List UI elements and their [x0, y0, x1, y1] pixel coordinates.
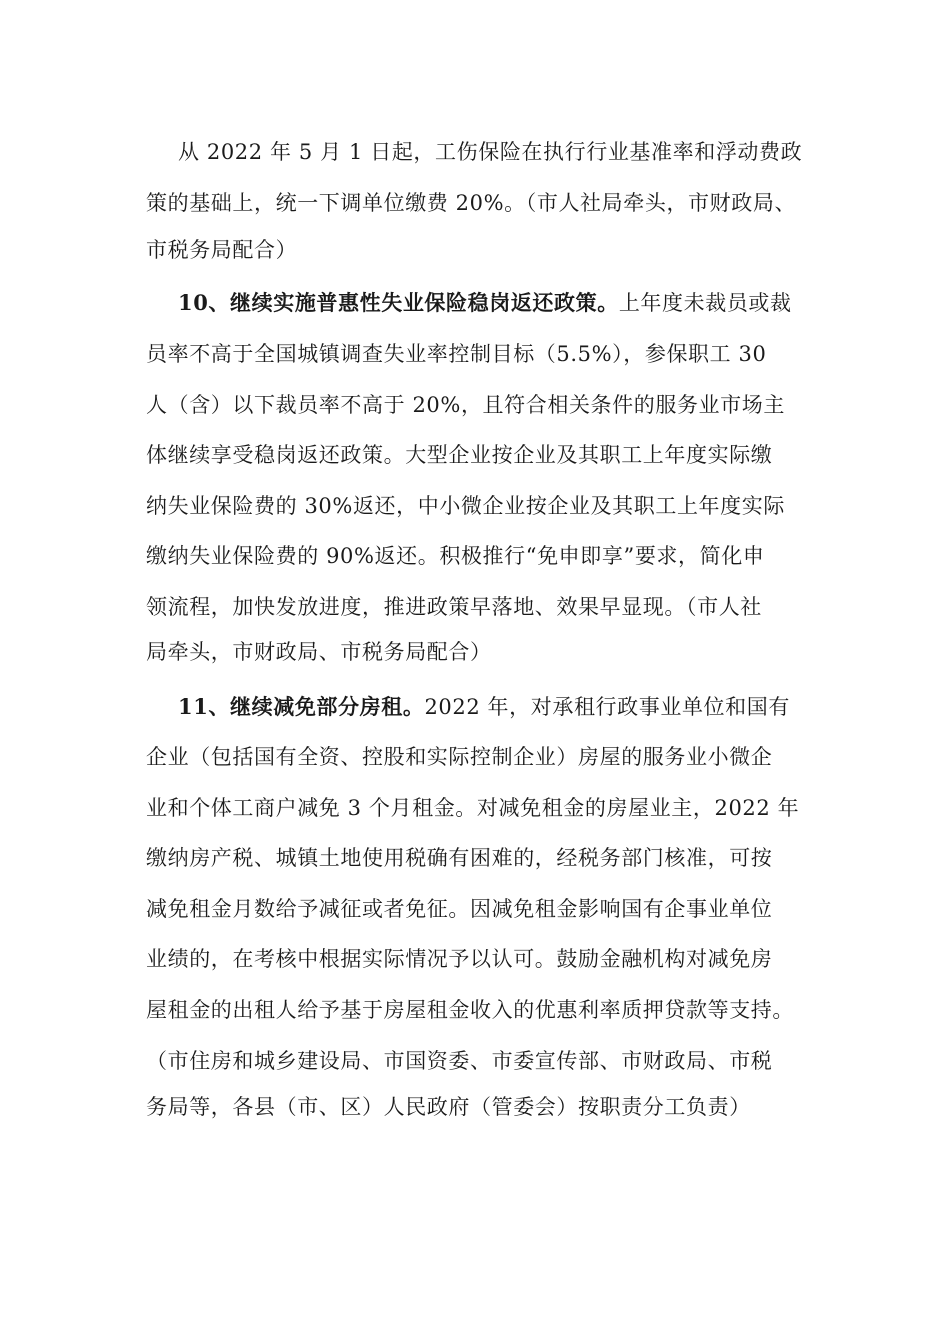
- paragraph-2-line-1: [178, 288, 792, 318]
- paragraph-3-heading: 11、继续减免部分房租。: [178, 694, 425, 719]
- paragraph-3-line-7: 屋租金的出租人给予基于房屋租金收入的优惠利率质押贷款等支持。: [146, 998, 794, 1022]
- paragraph-2-line-3: 人（含）以下裁员率不高于 20%，且符合相关条件的服务业市场主: [146, 393, 785, 417]
- paragraph-2-line-2: 员率不高于全国城镇调查失业率控制目标（5.5%），参保职工 30: [146, 342, 767, 366]
- paragraph-2-line-5: 纳失业保险费的 30%返还，中小微企业按企业及其职工上年度实际: [146, 494, 785, 518]
- paragraph-1-line-2: 策的基础上，统一下调单位缴费 20%。（市人社局牵头，市财政局、: [146, 191, 797, 215]
- paragraph-1-line-3: 市税务局配合）: [146, 238, 298, 262]
- paragraph-3-line-6: 业绩的，在考核中根据实际情况予以认可。鼓励金融机构对减免房: [146, 947, 773, 971]
- paragraph-2-line-7: 领流程，加快发放进度，推进政策早落地、效果早显现。（市人社: [146, 595, 762, 619]
- paragraph-2-heading: 10、继续实施普惠性失业保险稳岗返还政策。: [178, 290, 619, 315]
- paragraph-1-line-1: 从 2022 年 5 月 1 日起，工伤保险在执行行业基准率和浮动费政: [178, 140, 803, 164]
- paragraph-3-line-3: 业和个体工商户减免 3 个月租金。对减免租金的房屋业主，2022 年: [146, 796, 800, 820]
- paragraph-2-line-8: 局牵头，市财政局、市税务局配合）: [146, 640, 492, 664]
- paragraph-3-line-2: 企业（包括国有全资、控股和实际控制企业）房屋的服务业小微企: [146, 745, 773, 769]
- paragraph-3-line-4: 缴纳房产税、城镇土地使用税确有困难的，经税务部门核准，可按: [146, 846, 773, 870]
- paragraph-3-first-line-text: 2022 年，对承租行政事业单位和国有: [424, 695, 790, 719]
- paragraph-2-line-4: 体继续享受稳岗返还政策。大型企业按企业及其职工上年度实际缴: [146, 443, 773, 467]
- paragraph-3-line-5: 减免租金月数给予减征或者免征。因减免租金影响国有企事业单位: [146, 897, 773, 921]
- paragraph-2-line-6: 缴纳失业保险费的 90%返还。积极推行“免申即享”要求，简化申: [146, 544, 765, 568]
- paragraph-3-line-9: 务局等，各县（市、区）人民政府（管委会）按职责分工负责）: [146, 1095, 751, 1119]
- paragraph-2-first-line-text: 上年度未裁员或裁: [618, 291, 792, 315]
- paragraph-3-line-8: （市住房和城乡建设局、市国资委、市委宣传部、市财政局、市税: [146, 1049, 773, 1073]
- paragraph-3-line-1: [178, 692, 790, 722]
